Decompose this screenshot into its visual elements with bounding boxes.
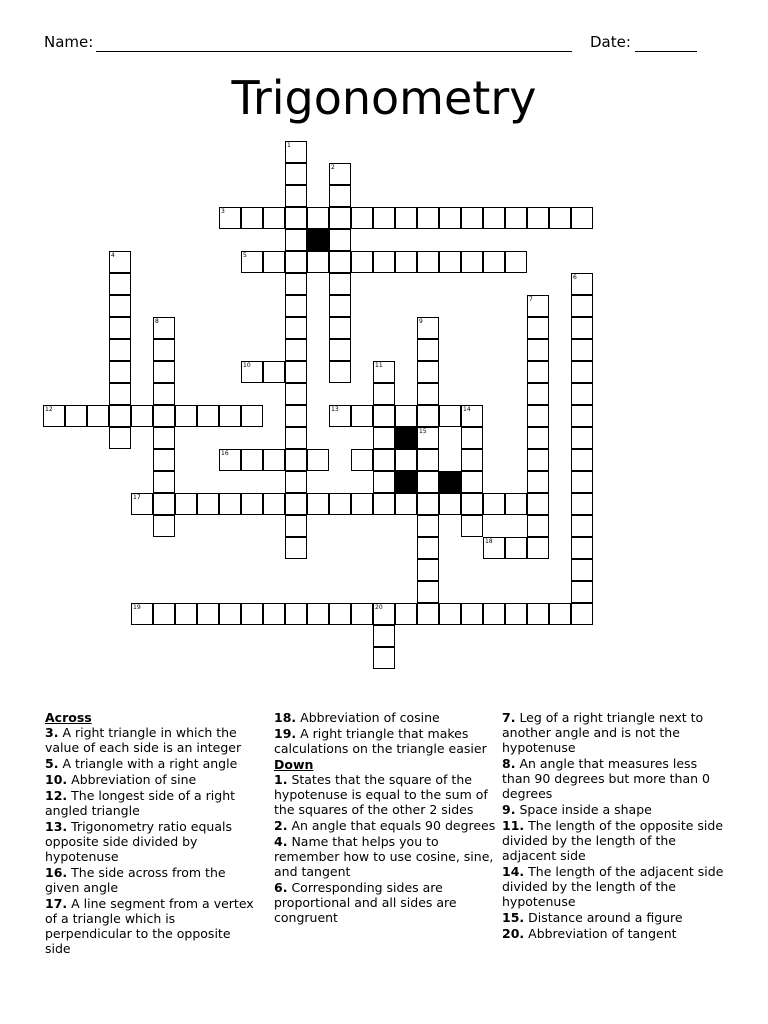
clue-item (274, 834, 496, 879)
clues-column-1 (45, 710, 257, 957)
grid-cell[interactable] (329, 163, 351, 185)
grid-cell[interactable] (483, 493, 505, 515)
grid-cell[interactable] (285, 185, 307, 207)
clue-number: 14 (463, 406, 471, 413)
across-clue-list-continued (274, 710, 496, 756)
grid-cell[interactable] (527, 471, 549, 493)
grid-cell[interactable] (505, 603, 527, 625)
down-clue-list-continued (502, 710, 724, 941)
grid-cell[interactable] (153, 317, 175, 339)
grid-cell[interactable] (417, 207, 439, 229)
grid-cell[interactable] (439, 405, 461, 427)
clue-item (502, 926, 724, 941)
grid-cell[interactable] (351, 449, 373, 471)
clue-text: States that the square of the hypotenuse is equal to the sum of the squares of the other 2 sides (274, 772, 488, 817)
grid-cell[interactable] (285, 317, 307, 339)
grid-cell[interactable] (241, 405, 263, 427)
grid-cell[interactable] (417, 559, 439, 581)
grid-cell[interactable] (285, 251, 307, 273)
grid-cell[interactable] (329, 317, 351, 339)
clues-column-2 (274, 710, 496, 926)
grid-cell[interactable] (527, 295, 549, 317)
clue-number: 2 (331, 164, 335, 171)
clue-item (274, 726, 496, 756)
grid-cell[interactable] (285, 603, 307, 625)
grid-cell[interactable] (373, 471, 395, 493)
grid-cell[interactable] (153, 603, 175, 625)
grid-cell[interactable] (285, 229, 307, 251)
grid-cell[interactable] (373, 449, 395, 471)
grid-cell[interactable] (527, 493, 549, 515)
down-heading: Down (274, 757, 314, 772)
grid-cell[interactable] (571, 317, 593, 339)
grid-cell[interactable] (285, 273, 307, 295)
clue-text: An angle that measures less than 90 degrees but more than 0 degrees (502, 756, 710, 801)
grid-cell[interactable] (505, 493, 527, 515)
across-heading: Across (45, 710, 92, 725)
clue-number: 20. (502, 926, 525, 941)
clue-number: 12. (45, 788, 68, 803)
grid-cell[interactable] (329, 405, 351, 427)
clue-number: 16 (221, 450, 229, 457)
grid-cell[interactable] (461, 471, 483, 493)
clue-text: The side across from the given angle (45, 865, 226, 895)
grid-cell[interactable] (197, 603, 219, 625)
clue-number: 8. (502, 756, 516, 771)
grid-cell[interactable] (461, 603, 483, 625)
grid-cell[interactable] (351, 251, 373, 273)
clue-number: 4 (111, 252, 115, 259)
grid-cell[interactable] (307, 493, 329, 515)
grid-cell[interactable] (527, 405, 549, 427)
clue-item (45, 865, 257, 895)
down-clue-list (274, 772, 496, 925)
clue-text: A right triangle in which the value of each side is an integer (45, 725, 242, 755)
grid-cell[interactable] (285, 493, 307, 515)
grid-cell[interactable] (373, 493, 395, 515)
grid-cell[interactable] (417, 339, 439, 361)
clue-number: 11 (375, 362, 383, 369)
grid-cell[interactable] (527, 537, 549, 559)
grid-cell[interactable] (307, 449, 329, 471)
grid-cell[interactable] (153, 427, 175, 449)
clue-text: An angle that equals 90 degrees (291, 818, 496, 833)
clue-number: 10 (243, 362, 251, 369)
grid-cell[interactable] (285, 207, 307, 229)
grid-cell[interactable] (571, 471, 593, 493)
grid-cell[interactable] (571, 361, 593, 383)
grid-cell[interactable] (131, 405, 153, 427)
clue-number: 5 (243, 252, 247, 259)
clue-number: 5. (45, 756, 59, 771)
date-label: Date: (590, 33, 631, 51)
clue-number: 13 (331, 406, 339, 413)
grid-cell[interactable] (417, 361, 439, 383)
grid-cell[interactable] (417, 537, 439, 559)
grid-cell[interactable] (109, 273, 131, 295)
grid-cell[interactable] (285, 163, 307, 185)
grid-cell[interactable] (175, 493, 197, 515)
grid-cell[interactable] (153, 493, 175, 515)
grid-cell[interactable] (417, 427, 439, 449)
grid-cell[interactable] (549, 603, 571, 625)
grid-cell[interactable] (571, 449, 593, 471)
grid-cell[interactable] (461, 251, 483, 273)
grid-cell[interactable] (373, 251, 395, 273)
grid-cell[interactable] (461, 405, 483, 427)
grid-cell[interactable] (285, 295, 307, 317)
clue-number: 17 (133, 494, 141, 501)
grid-cell[interactable] (175, 405, 197, 427)
grid-cell[interactable] (351, 493, 373, 515)
grid-cell[interactable] (241, 361, 263, 383)
grid-cell[interactable] (219, 207, 241, 229)
grid-cell[interactable] (395, 251, 417, 273)
grid-cell[interactable] (571, 207, 593, 229)
grid-cell[interactable] (109, 317, 131, 339)
grid-cell[interactable] (461, 427, 483, 449)
clue-number: 4. (274, 834, 288, 849)
page-title: Trigonometry (231, 71, 537, 125)
clue-number: 17. (45, 896, 68, 911)
grid-cell[interactable] (373, 361, 395, 383)
clue-item (274, 880, 496, 925)
clue-number: 13. (45, 819, 68, 834)
grid-cell[interactable] (153, 515, 175, 537)
clue-item (502, 710, 724, 755)
grid-cell[interactable] (417, 405, 439, 427)
grid-cell[interactable] (571, 515, 593, 537)
grid-cell[interactable] (417, 383, 439, 405)
black-square (395, 427, 417, 449)
grid-cell[interactable] (241, 493, 263, 515)
clue-number: 7. (502, 710, 516, 725)
grid-cell[interactable] (351, 405, 373, 427)
grid-cell[interactable] (395, 449, 417, 471)
grid-cell[interactable] (197, 405, 219, 427)
grid-cell[interactable] (241, 251, 263, 273)
grid-cell[interactable] (417, 317, 439, 339)
grid-cell[interactable] (571, 339, 593, 361)
clue-text: A right triangle that makes calculations on the triangle easier (274, 726, 487, 756)
clue-text: The length of the opposite side divided by the length of the adjacent side (502, 818, 724, 863)
clue-item (502, 910, 724, 925)
clues-section (0, 710, 768, 1010)
grid-cell[interactable] (307, 251, 329, 273)
clue-item (45, 725, 257, 755)
clue-item (45, 788, 257, 818)
grid-cell[interactable] (153, 383, 175, 405)
clues-column-3 (502, 710, 724, 942)
grid-cell[interactable] (131, 493, 153, 515)
black-square (439, 471, 461, 493)
clue-text: Corresponding sides are proportional and all sides are congruent (274, 880, 457, 925)
grid-cell[interactable] (153, 471, 175, 493)
clue-text: Abbreviation of sine (71, 772, 197, 787)
grid-cell[interactable] (461, 207, 483, 229)
clue-number: 10. (45, 772, 68, 787)
grid-cell[interactable] (329, 207, 351, 229)
clue-number: 15 (419, 428, 427, 435)
grid-cell[interactable] (505, 251, 527, 273)
clue-text: Abbreviation of tangent (528, 926, 677, 941)
clue-text: Space inside a shape (519, 802, 652, 817)
clue-number: 3 (221, 208, 225, 215)
grid-cell[interactable] (373, 427, 395, 449)
grid-cell[interactable] (461, 493, 483, 515)
grid-cell[interactable] (285, 515, 307, 537)
grid-cell[interactable] (263, 361, 285, 383)
clue-item (274, 818, 496, 833)
clue-number: 14. (502, 864, 525, 879)
grid-cell[interactable] (571, 427, 593, 449)
clue-number: 8 (155, 318, 159, 325)
clue-text: Name that helps you to remember how to use cosine, sine, and tangent (274, 834, 494, 879)
grid-cell[interactable] (65, 405, 87, 427)
clue-item (274, 772, 496, 817)
grid-cell[interactable] (483, 251, 505, 273)
grid-cell[interactable] (285, 339, 307, 361)
grid-cell[interactable] (87, 405, 109, 427)
grid-cell[interactable] (395, 603, 417, 625)
grid-cell[interactable] (571, 603, 593, 625)
clue-number: 19. (274, 726, 297, 741)
grid-cell[interactable] (307, 603, 329, 625)
grid-cell[interactable] (351, 603, 373, 625)
grid-cell[interactable] (373, 207, 395, 229)
grid-cell[interactable] (571, 581, 593, 603)
clue-text: The longest side of a right angled triangle (45, 788, 236, 818)
grid-cell[interactable] (109, 251, 131, 273)
grid-cell[interactable] (417, 581, 439, 603)
grid-cell[interactable] (483, 537, 505, 559)
grid-cell[interactable] (439, 207, 461, 229)
clue-item (45, 819, 257, 864)
clue-item (502, 864, 724, 909)
clue-item (45, 756, 257, 771)
grid-cell[interactable] (241, 207, 263, 229)
grid-cell[interactable] (109, 405, 131, 427)
black-square (395, 471, 417, 493)
grid-cell[interactable] (329, 493, 351, 515)
grid-cell[interactable] (153, 449, 175, 471)
clue-number: 20 (375, 604, 383, 611)
grid-cell[interactable] (263, 251, 285, 273)
grid-cell[interactable] (219, 449, 241, 471)
grid-cell[interactable] (527, 317, 549, 339)
grid-cell[interactable] (219, 493, 241, 515)
grid-cell[interactable] (307, 207, 329, 229)
grid-cell[interactable] (329, 339, 351, 361)
grid-cell[interactable] (263, 493, 285, 515)
grid-cell[interactable] (285, 471, 307, 493)
clue-number: 1 (287, 142, 291, 149)
grid-cell[interactable] (285, 141, 307, 163)
grid-cell[interactable] (263, 449, 285, 471)
grid-cell[interactable] (285, 449, 307, 471)
clue-number: 16. (45, 865, 68, 880)
clue-number: 15. (502, 910, 525, 925)
grid-cell[interactable] (571, 383, 593, 405)
grid-cell[interactable] (527, 449, 549, 471)
grid-cell[interactable] (43, 405, 65, 427)
grid-cell[interactable] (439, 603, 461, 625)
grid-cell[interactable] (329, 273, 351, 295)
grid-cell[interactable] (109, 383, 131, 405)
grid-cell[interactable] (329, 251, 351, 273)
clue-text: A triangle with a right angle (62, 756, 238, 771)
grid-cell[interactable] (153, 361, 175, 383)
grid-cell[interactable] (329, 361, 351, 383)
grid-cell[interactable] (527, 383, 549, 405)
clue-number: 3. (45, 725, 59, 740)
grid-cell[interactable] (527, 361, 549, 383)
clue-number: 11. (502, 818, 525, 833)
grid-cell[interactable] (109, 427, 131, 449)
grid-cell[interactable] (571, 273, 593, 295)
clue-number: 18. (274, 710, 297, 725)
grid-cell[interactable] (109, 339, 131, 361)
grid-cell[interactable] (395, 405, 417, 427)
grid-cell[interactable] (153, 405, 175, 427)
clue-number: 12 (45, 406, 53, 413)
grid-cell[interactable] (417, 449, 439, 471)
grid-cell[interactable] (373, 405, 395, 427)
grid-cell[interactable] (263, 207, 285, 229)
grid-cell[interactable] (527, 427, 549, 449)
grid-cell[interactable] (505, 537, 527, 559)
grid-cell[interactable] (373, 603, 395, 625)
clue-number: 6. (274, 880, 288, 895)
clue-item (502, 818, 724, 863)
grid-cell[interactable] (373, 383, 395, 405)
grid-cell[interactable] (571, 405, 593, 427)
clue-number: 19 (133, 604, 141, 611)
clue-item (45, 772, 257, 787)
grid-cell[interactable] (241, 603, 263, 625)
grid-cell[interactable] (175, 603, 197, 625)
grid-cell[interactable] (197, 493, 219, 515)
grid-cell[interactable] (241, 449, 263, 471)
clue-text: Abbreviation of cosine (300, 710, 440, 725)
grid-cell[interactable] (417, 251, 439, 273)
clue-number: 9. (502, 802, 516, 817)
grid-cell[interactable] (439, 251, 461, 273)
grid-cell[interactable] (219, 405, 241, 427)
grid-cell[interactable] (285, 405, 307, 427)
grid-cell[interactable] (329, 603, 351, 625)
black-square (307, 229, 329, 251)
grid-cell[interactable] (373, 647, 395, 669)
grid-cell[interactable] (439, 493, 461, 515)
grid-cell[interactable] (417, 493, 439, 515)
clue-item (502, 756, 724, 801)
grid-cell[interactable] (461, 515, 483, 537)
grid-cell[interactable] (571, 537, 593, 559)
grid-cell[interactable] (527, 603, 549, 625)
across-clue-list (45, 725, 257, 956)
name-label: Name: (44, 33, 94, 51)
grid-cell[interactable] (109, 361, 131, 383)
grid-cell[interactable] (505, 207, 527, 229)
clue-text: Leg of a right triangle next to another angle and is not the hypotenuse (502, 710, 704, 755)
clue-number: 6 (573, 274, 577, 281)
grid-cell[interactable] (131, 603, 153, 625)
clue-number: 2. (274, 818, 288, 833)
grid-cell[interactable] (263, 603, 285, 625)
grid-cell[interactable] (329, 185, 351, 207)
grid-cell[interactable] (417, 471, 439, 493)
grid-cell[interactable] (285, 383, 307, 405)
clue-text: Trigonometry ratio equals opposite side divided by hypotenuse (45, 819, 232, 864)
grid-cell[interactable] (527, 207, 549, 229)
grid-cell[interactable] (285, 361, 307, 383)
clue-item (45, 896, 257, 956)
grid-cell[interactable] (329, 295, 351, 317)
grid-cell[interactable] (571, 559, 593, 581)
grid-cell[interactable] (571, 295, 593, 317)
clue-number: 1. (274, 772, 288, 787)
grid-cell[interactable] (417, 515, 439, 537)
clue-number: 18 (485, 538, 493, 545)
grid-cell[interactable] (571, 493, 593, 515)
grid-cell[interactable] (483, 603, 505, 625)
grid-cell[interactable] (395, 493, 417, 515)
grid-cell[interactable] (395, 207, 417, 229)
grid-cell[interactable] (329, 229, 351, 251)
clue-item (274, 710, 496, 725)
grid-cell[interactable] (527, 515, 549, 537)
grid-cell[interactable] (373, 625, 395, 647)
clue-text: The length of the adjacent side divided by the length of the hypotenuse (502, 864, 724, 909)
grid-cell[interactable] (153, 339, 175, 361)
grid-cell[interactable] (417, 603, 439, 625)
clue-number: 9 (419, 318, 423, 325)
clue-text: A line segment from a vertex of a triangle which is perpendicular to the opposite side (45, 896, 254, 956)
clue-text: Distance around a figure (528, 910, 683, 925)
grid-cell[interactable] (549, 207, 571, 229)
grid-cell[interactable] (351, 207, 373, 229)
grid-cell[interactable] (219, 603, 241, 625)
grid-cell[interactable] (285, 537, 307, 559)
grid-cell[interactable] (285, 427, 307, 449)
grid-cell[interactable] (527, 339, 549, 361)
clue-number: 7 (529, 296, 533, 303)
grid-cell[interactable] (109, 295, 131, 317)
grid-cell[interactable] (483, 207, 505, 229)
grid-cell[interactable] (461, 449, 483, 471)
clue-item (502, 802, 724, 817)
